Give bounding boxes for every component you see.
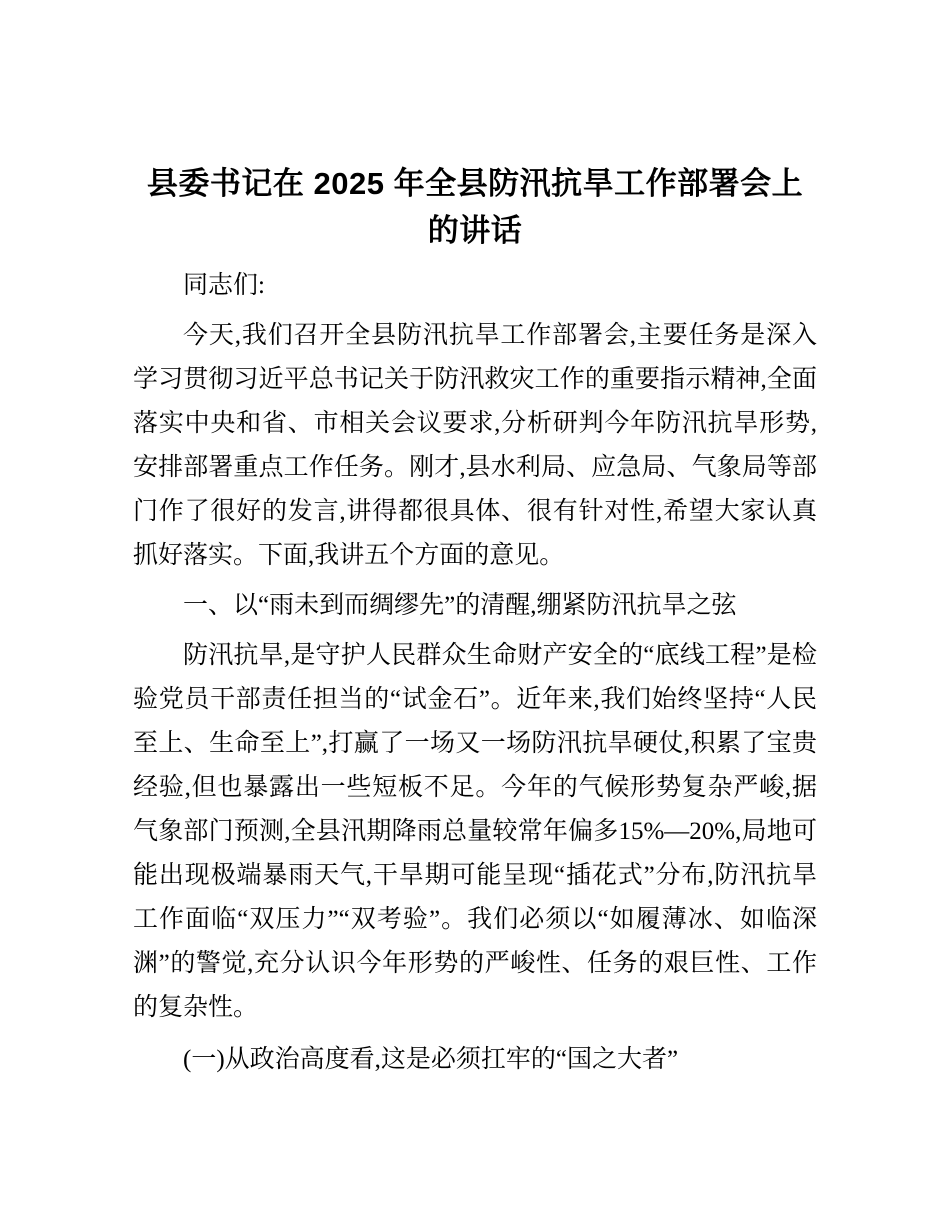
document-body <box>133 264 817 1082</box>
document-title: 县委书记在 2025 年全县防汛抗旱工作部署会上的讲话 <box>146 166 804 248</box>
salutation: 同志们: <box>183 272 265 299</box>
subsection-heading-one: (一)从政治高度看,这是必须扛牢的“国之大者” <box>183 1046 679 1073</box>
paragraph-section-one-body: 防汛抗旱,是守护人民群众生命财产安全的“底线工程”是检验党员干部责任担当的“试金石”。近年来,我们始终坚持“人民至上、生命至上”,打赢了一场又一场防汛抗旱硬仗,积累了宝贵经验,但也暴露出一些短板不足。今年的气候形势复杂严峻,据气象部门预测,全县汛期降雨总量较常年偏多15%—20%,局地可能出现极端暴雨天气,干旱期可能呈现“插花式”分布,防汛抗旱工作面临“双压力”“双考验”。我们必须以“如履薄冰、如临深渊”的警觉,充分认识今年形势的严峻性、任务的艰巨性、工作的复杂性。 <box>133 642 817 1021</box>
paragraph-opening: 今天,我们召开全县防汛抗旱工作部署会,主要任务是深入学习贯彻习近平总书记关于防汛救灾工作的重要指示精神,全面落实中央和省、市相关会议要求,分析研判今年防汛抗旱形势,安排部署重点工作任务。刚才,县水利局、应急局、气象局等部门作了很好的发言,讲得都很具体、很有针对性,希望大家认真抓好落实。下面,我讲五个方面的意见。 <box>133 322 817 569</box>
section-heading-one: 一、以“雨未到而绸缪先”的清醒,绷紧防汛抗旱之弦 <box>183 592 737 619</box>
